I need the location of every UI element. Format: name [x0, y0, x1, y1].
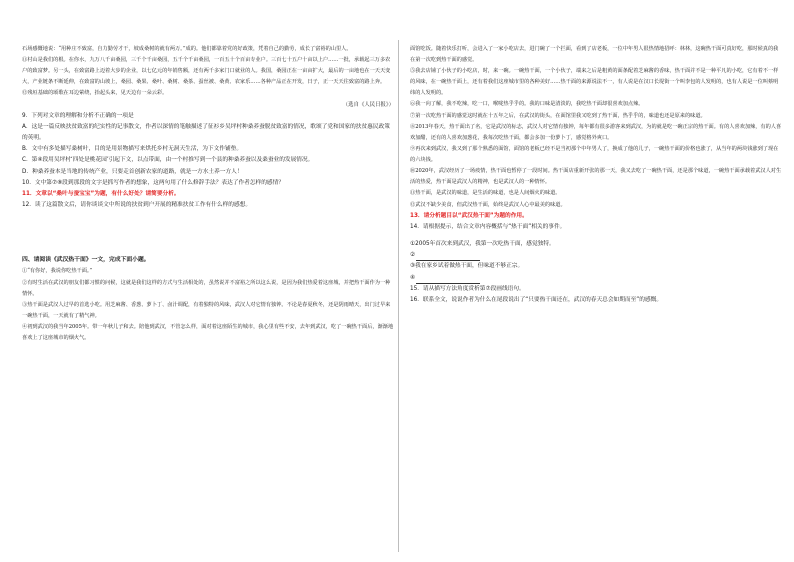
question-9-stem: 9．下列对文章的理解和分析不正确的一项是 — [22, 112, 134, 119]
question-14-item-2 — [410, 250, 782, 261]
section-4-title: 四、请阅读《武汉热干面》一文，完成下面小题。 — [22, 257, 150, 264]
question-10: 10．文中第⑦⑧段到那段的文字是抓写作者的想象，这两句用了什么修辞手法？表达了作者怎样的感情？ — [22, 179, 284, 186]
question-9-option-b: B．文中有多处描写桑树叶，目的是用景物描写来烘托乡村无洞天生活，为下文作铺垫。 — [22, 146, 243, 153]
passage-2-paragraph: ⑫武汉不缺少美食，但武汉热干面，始终是武汉人心中最美的味道。 — [410, 201, 566, 208]
question-9-option-c: C．第④段用吴坪村‘四处是桃花园’引起下文，以点带面，由一个村推写到一个县的种桑养蚕以及桑蚕业的发展情况。 — [22, 157, 314, 164]
question-14-item-1: ①2005年首次来到武汉，我第一次吃热干面，感觉独特。 — [410, 241, 555, 248]
passage-2-paragraph: 面馆吃饭。随着快乐打听，会进入了一家小吃店去，进门碗了一个拦面，看到了店老板，一位中年男人很热情地招呼：林林，这碗热干面可真好吃，那时候真的我在第一次吃到热干面的感觉。 — [410, 46, 779, 63]
question-14-item-4 — [410, 273, 782, 284]
passage-2-paragraph: ④初到武汉的我当年2005年。带一年秋儿子和去。陪他到武汉，不管怎么样，面对着这座陌生的城市，我心里有些不安，去年到武汉，吃了一碗热干面后，渐渐地喜欢上了这座城市的烟火气。 — [22, 324, 394, 341]
passage-2-paragraph: ③热干面是武汉人过早的首选小吃。用芝麻酱、香葱、萝卜丁、卤汁调配，有着独特的风味，武汉人对它情有独钟。不论是春夏秋冬，还是阴雨晴天，出门过早来一碗热干面，一天就有了精气神。 — [22, 301, 391, 319]
passage-2-paragraph: ⑥我一向了解，我不吃辣，吃一口，喉咙热乎乎的。我的口味是清淡的，我吃热干面却很喜欢加点辣。 — [410, 101, 644, 108]
passage-2-paragraph: ⑤我去店铺了小伙子的小吃店，时，来一碗。一碗热干面，一个小伙子，端来之后是粗黄的面条配着芝麻酱的香味，热干面并不是一种平凡的小吃，它有着不一样的风味，在一碗热干面上，还有着我们这座城市里的各种美好……热干面的来源说法不一，有人说是在汉口长堤街一个叫李包的人发明的，也有人说是一位叫蔡明纬的人发明的。 — [410, 68, 779, 97]
passage-2-paragraph: ⑦第一次吃热干面的感觉这时就在十五年之后，在武汉的街头，在面馆里我又吃到了热干面，热乎乎的，味道也还是原来的味道。 — [410, 112, 706, 119]
passage-paragraph: ⑫残垣基础的颂歌在耳边萦绕，抬起头来，见天边有一朵云彩。 — [22, 90, 168, 97]
item-label: ④ — [410, 274, 416, 281]
passage-2-paragraph: ⑪热干面，是武汉的味道，是生活的味道，也是人间烟火的味道。 — [410, 190, 561, 197]
passage-2-paragraph: ②有时生活在武汉的朋友们都习惯的问候，这就是我们这样的方式与生活相处的，虽然说并不富裕之所以这么说，是因为我们热爱着这座城，并把热干面作为一种情怀。 — [22, 279, 391, 297]
passage-2-paragraph: ①“有你好，我说你吃热干面。” — [22, 268, 93, 275]
left-column — [22, 44, 394, 344]
passage-paragraph: ⑪村山是我们的根。在你水，九万八千亩桑园，三千个千亩桑园，五千个千亩桑园，一百五十个百亩专业户。三百七十五户十亩以上户……一批，承载起三万多农户的致富梦。另一头，在致富路上迈着大步的企业，以七亿元的年销售额，还有两千多家门口就业的人。我国，桑园正在一亩亩扩大，最后的一亩地也在一天天变大，产业链条不断延伸，在致富的山坡上，桑园、桑果、桑叶、桑树、桑茶、蚕丝被、桑黄、农家乐……各种产品正在开发，日子，正一天天往致富的路上奔。 — [22, 57, 391, 86]
question-15: 15．请从描写方法角度赏析第⑦段画线语句。 — [410, 285, 525, 292]
answer-blank[interactable] — [416, 275, 480, 284]
question-14-stem: 14．请根据提示，结合文章内容概括与“热干面”相关的事件。 — [410, 223, 566, 230]
column-divider — [398, 40, 399, 552]
question-9-option-d: D．种桑养蚕本是当地的传统产业，只要走首创新农家的道路，就是一方水土养一方人！ — [22, 168, 243, 175]
answer-blank[interactable] — [416, 252, 480, 261]
passage-paragraph: 石场感慨地说：“用种庄不致富，自力勤劳才干，坡成桑树的就有两万。”成的。他们都靠着党的好政策，凭着自己的勤劳，成长了富裕的山里人。 — [22, 46, 352, 52]
answer-space — [22, 211, 394, 255]
question-11: 11．文章以“桑叶与蚕宝宝”为题，有什么好处？请简要分析。 — [22, 190, 180, 197]
passage-2-paragraph: ⑧2013年春天，热干面出了名，它是武汉的标志，武汉人对它情有独钟，每年都有很多游客来到武汉，为的就是吃一碗正宗的热干面。有的人喜欢加辣，有的人喜欢加醋，还有的人喜欢加葱花，我每次吃热干面，都会多加一份萝卜丁，感觉格外爽口。 — [410, 123, 782, 141]
right-column — [410, 44, 782, 306]
item-label: ② — [410, 252, 416, 259]
question-12: 12．读了这篇散文后，请你谈谈文中所说的扶贫到户开展的精准扶贫工作有什么样的感想。 — [22, 202, 252, 209]
passage-2-paragraph: ⑩2020年，武汉经历了一场疫情，热干面也暂停了一段时间。热干面店重新开张的那一天，我又去吃了一碗热干面，还是那个味道，一碗热干面承载着武汉人对生活的热爱，热干面是武汉人的精神，也是武汉人的一种情怀。 — [410, 168, 782, 186]
question-16: 16．联系全文，说说作者为什么在尾段说出了“只要热干面还在，武汉的春天总会如期而至”的感慨。 — [410, 297, 663, 303]
source-citation: （选自《人民日报》） — [342, 101, 394, 108]
passage-2-paragraph: ⑨再次来到武汉，我又到了那个熟悉的面馆，面馆的老板已经不是当初那个中年男人了，换成了他的儿子，一碗热干面的价格也涨了，从当年的两块钱涨到了现在的六块钱。 — [410, 145, 779, 163]
question-14-item-3: ③我在家乡试着做热干面，但味道不够正宗。 — [410, 263, 524, 270]
question-13: 13．请分析题目以“武汉热干面”为题的作用。 — [410, 212, 528, 219]
question-9-option-a: A．这是一篇反映扶贫致富的纪实性的记事散文，作者以深情的笔触描述了征衫乡吴坪村种桑养蚕脱贫致富的情况，歌颂了党和国家的扶贫惠民政策的英明。 — [22, 123, 390, 141]
